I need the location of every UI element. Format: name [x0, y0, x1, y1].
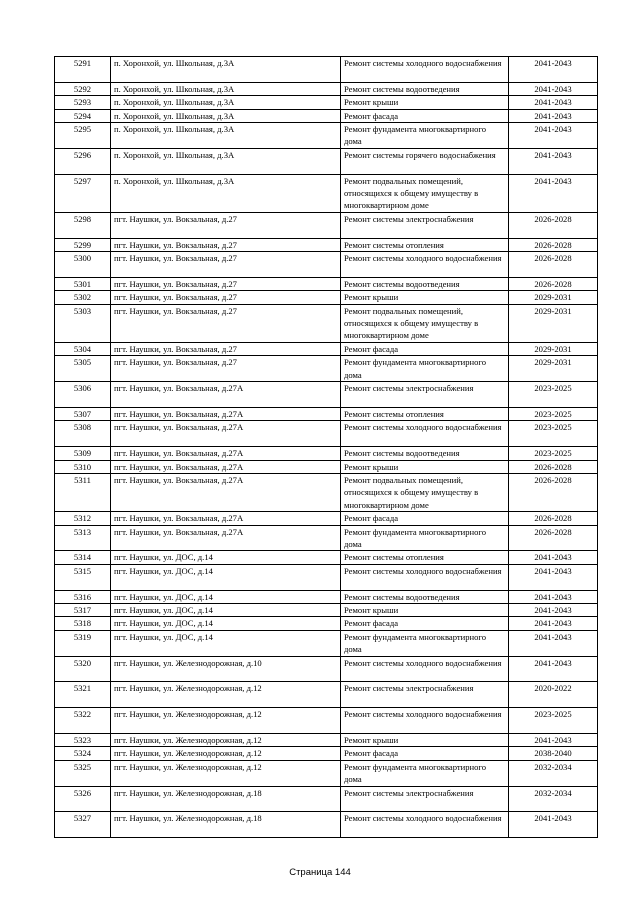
table-row — [55, 82, 598, 95]
row-address: п. Хоронхой, ул. Школьная, д.3А — [111, 123, 341, 149]
row-work-type: Ремонт системы холодного водоснабжения — [341, 564, 509, 590]
row-years: 2041-2043 — [509, 109, 598, 122]
table-row — [55, 760, 598, 786]
row-number: 5307 — [55, 407, 111, 420]
table-row — [55, 238, 598, 251]
table-row — [55, 291, 598, 304]
row-work-type: Ремонт системы холодного водоснабжения — [341, 708, 509, 734]
row-address: п. Хоронхой, ул. Школьная, д.3А — [111, 109, 341, 122]
row-number: 5298 — [55, 212, 111, 238]
row-work-type: Ремонт крыши — [341, 291, 509, 304]
row-number: 5324 — [55, 747, 111, 760]
row-work-type: Ремонт системы горячего водоснабжения — [341, 148, 509, 174]
row-address: пгт. Наушки, ул. Вокзальная, д.27 — [111, 277, 341, 290]
table-row — [55, 421, 598, 447]
row-years: 2023-2025 — [509, 708, 598, 734]
row-number: 5297 — [55, 174, 111, 212]
row-years: 2023-2025 — [509, 447, 598, 460]
row-address: пгт. Наушки, ул. ДОС, д.14 — [111, 617, 341, 630]
table-row — [55, 356, 598, 382]
row-years: 2038-2040 — [509, 747, 598, 760]
row-number: 5291 — [55, 57, 111, 83]
row-years: 2041-2043 — [509, 148, 598, 174]
table-row — [55, 733, 598, 746]
row-work-type: Ремонт крыши — [341, 96, 509, 109]
row-address: пгт. Наушки, ул. Вокзальная, д.27А — [111, 460, 341, 473]
row-number: 5315 — [55, 564, 111, 590]
row-address: пгт. Наушки, ул. Вокзальная, д.27А — [111, 512, 341, 525]
table-row — [55, 525, 598, 551]
table-row — [55, 682, 598, 708]
row-work-type: Ремонт фасада — [341, 512, 509, 525]
page-number: Страница 144 — [289, 867, 351, 878]
row-work-type: Ремонт системы холодного водоснабжения — [341, 57, 509, 83]
row-address: п. Хоронхой, ул. Школьная, д.3А — [111, 82, 341, 95]
table-row — [55, 460, 598, 473]
row-number: 5327 — [55, 812, 111, 838]
row-number: 5299 — [55, 238, 111, 251]
row-years: 2041-2043 — [509, 617, 598, 630]
row-work-type: Ремонт крыши — [341, 733, 509, 746]
row-work-type: Ремонт системы холодного водоснабжения — [341, 656, 509, 682]
row-years: 2041-2043 — [509, 82, 598, 95]
table-row — [55, 590, 598, 603]
row-years: 2041-2043 — [509, 564, 598, 590]
row-work-type: Ремонт системы холодного водоснабжения — [341, 421, 509, 447]
row-years: 2026-2028 — [509, 512, 598, 525]
repair-schedule-table — [54, 56, 598, 838]
row-number: 5302 — [55, 291, 111, 304]
row-number: 5292 — [55, 82, 111, 95]
row-work-type: Ремонт подвальных помещений, относящихся к общему имуществу в многоквартирном доме — [341, 174, 509, 212]
table-row — [55, 551, 598, 564]
row-years: 2041-2043 — [509, 812, 598, 838]
row-address: пгт. Наушки, ул. Вокзальная, д.27 — [111, 304, 341, 342]
row-address: пгт. Наушки, ул. ДОС, д.14 — [111, 603, 341, 616]
row-work-type: Ремонт системы холодного водоснабжения — [341, 812, 509, 838]
row-number: 5313 — [55, 525, 111, 551]
row-work-type: Ремонт фасада — [341, 617, 509, 630]
table-row — [55, 212, 598, 238]
row-address: пгт. Наушки, ул. Вокзальная, д.27А — [111, 525, 341, 551]
row-work-type: Ремонт системы электроснабжения — [341, 382, 509, 408]
row-address: пгт. Наушки, ул. ДОС, д.14 — [111, 551, 341, 564]
row-address: пгт. Наушки, ул. Вокзальная, д.27А — [111, 407, 341, 420]
row-number: 5295 — [55, 123, 111, 149]
row-work-type: Ремонт крыши — [341, 603, 509, 616]
row-number: 5320 — [55, 656, 111, 682]
row-number: 5301 — [55, 277, 111, 290]
table-row — [55, 252, 598, 278]
row-years: 2026-2028 — [509, 460, 598, 473]
row-number: 5310 — [55, 460, 111, 473]
row-number: 5321 — [55, 682, 111, 708]
row-work-type: Ремонт системы электроснабжения — [341, 682, 509, 708]
row-years: 2041-2043 — [509, 57, 598, 83]
table-row — [55, 617, 598, 630]
row-number: 5293 — [55, 96, 111, 109]
row-work-type: Ремонт фундамента многоквартирного дома — [341, 123, 509, 149]
row-work-type: Ремонт системы водоотведения — [341, 277, 509, 290]
row-work-type: Ремонт фасада — [341, 747, 509, 760]
row-number: 5309 — [55, 447, 111, 460]
table-row — [55, 747, 598, 760]
row-years: 2041-2043 — [509, 96, 598, 109]
row-years: 2032-2034 — [509, 760, 598, 786]
row-address: пгт. Наушки, ул. Вокзальная, д.27 — [111, 238, 341, 251]
row-address: пгт. Наушки, ул. Вокзальная, д.27 — [111, 252, 341, 278]
row-work-type: Ремонт фасада — [341, 109, 509, 122]
table-row — [55, 148, 598, 174]
row-years: 2023-2025 — [509, 407, 598, 420]
table-row — [55, 407, 598, 420]
row-number: 5303 — [55, 304, 111, 342]
row-years: 2032-2034 — [509, 786, 598, 812]
row-address: пгт. Наушки, ул. ДОС, д.14 — [111, 590, 341, 603]
row-work-type: Ремонт системы отопления — [341, 407, 509, 420]
row-years: 2029-2031 — [509, 356, 598, 382]
row-address: пгт. Наушки, ул. ДОС, д.14 — [111, 630, 341, 656]
row-address: пгт. Наушки, ул. Вокзальная, д.27А — [111, 382, 341, 408]
row-work-type: Ремонт подвальных помещений, относящихся к общему имуществу в многоквартирном доме — [341, 473, 509, 511]
table-row — [55, 512, 598, 525]
table-row — [55, 708, 598, 734]
row-address: пгт. Наушки, ул. Железнодорожная, д.18 — [111, 786, 341, 812]
row-work-type: Ремонт системы водоотведения — [341, 82, 509, 95]
row-work-type: Ремонт подвальных помещений, относящихся к общему имуществу в многоквартирном доме — [341, 304, 509, 342]
row-work-type: Ремонт системы электроснабжения — [341, 212, 509, 238]
table-row — [55, 603, 598, 616]
row-years: 2041-2043 — [509, 551, 598, 564]
row-number: 5314 — [55, 551, 111, 564]
row-years: 2023-2025 — [509, 421, 598, 447]
table-row — [55, 630, 598, 656]
table-row — [55, 382, 598, 408]
row-address: пгт. Наушки, ул. Вокзальная, д.27А — [111, 421, 341, 447]
row-years: 2041-2043 — [509, 174, 598, 212]
row-years: 2029-2031 — [509, 304, 598, 342]
row-number: 5318 — [55, 617, 111, 630]
row-years: 2041-2043 — [509, 630, 598, 656]
row-number: 5308 — [55, 421, 111, 447]
row-work-type: Ремонт фасада — [341, 342, 509, 355]
table-row — [55, 342, 598, 355]
row-work-type: Ремонт фундамента многоквартирного дома — [341, 525, 509, 551]
row-years: 2020-2022 — [509, 682, 598, 708]
row-number: 5322 — [55, 708, 111, 734]
row-number: 5305 — [55, 356, 111, 382]
row-number: 5323 — [55, 733, 111, 746]
row-address: пгт. Наушки, ул. Железнодорожная, д.10 — [111, 656, 341, 682]
row-number: 5312 — [55, 512, 111, 525]
row-years: 2026-2028 — [509, 212, 598, 238]
row-years: 2041-2043 — [509, 603, 598, 616]
table-row — [55, 473, 598, 511]
row-years: 2029-2031 — [509, 342, 598, 355]
table-row — [55, 123, 598, 149]
row-address: пгт. Наушки, ул. Железнодорожная, д.12 — [111, 747, 341, 760]
row-work-type: Ремонт крыши — [341, 460, 509, 473]
row-years: 2026-2028 — [509, 473, 598, 511]
row-work-type: Ремонт фундамента многоквартирного дома — [341, 630, 509, 656]
row-address: пгт. Наушки, ул. Вокзальная, д.27 — [111, 212, 341, 238]
table-row — [55, 564, 598, 590]
row-years: 2041-2043 — [509, 590, 598, 603]
table-row — [55, 447, 598, 460]
table-body — [55, 57, 598, 838]
table-row — [55, 656, 598, 682]
row-address: пгт. Наушки, ул. ДОС, д.14 — [111, 564, 341, 590]
row-address: пгт. Наушки, ул. Железнодорожная, д.12 — [111, 708, 341, 734]
row-years: 2029-2031 — [509, 291, 598, 304]
row-work-type: Ремонт системы отопления — [341, 551, 509, 564]
row-address: п. Хоронхой, ул. Школьная, д.3А — [111, 96, 341, 109]
row-number: 5294 — [55, 109, 111, 122]
row-years: 2041-2043 — [509, 733, 598, 746]
row-address: п. Хоронхой, ул. Школьная, д.3А — [111, 57, 341, 83]
table-row — [55, 174, 598, 212]
row-number: 5316 — [55, 590, 111, 603]
table-row — [55, 96, 598, 109]
row-work-type: Ремонт системы холодного водоснабжения — [341, 252, 509, 278]
table-row — [55, 812, 598, 838]
row-number: 5306 — [55, 382, 111, 408]
row-number: 5326 — [55, 786, 111, 812]
row-number: 5319 — [55, 630, 111, 656]
row-work-type: Ремонт системы водоотведения — [341, 590, 509, 603]
row-work-type: Ремонт системы отопления — [341, 238, 509, 251]
row-number: 5304 — [55, 342, 111, 355]
row-number: 5311 — [55, 473, 111, 511]
table-row — [55, 109, 598, 122]
row-number: 5317 — [55, 603, 111, 616]
row-work-type: Ремонт фундамента многоквартирного дома — [341, 760, 509, 786]
row-years: 2026-2028 — [509, 277, 598, 290]
row-years: 2041-2043 — [509, 123, 598, 149]
table-row — [55, 304, 598, 342]
row-address: пгт. Наушки, ул. Железнодорожная, д.18 — [111, 812, 341, 838]
row-address: пгт. Наушки, ул. Вокзальная, д.27А — [111, 473, 341, 511]
row-work-type: Ремонт системы водоотведения — [341, 447, 509, 460]
row-number: 5300 — [55, 252, 111, 278]
row-address: пгт. Наушки, ул. Вокзальная, д.27 — [111, 342, 341, 355]
row-years: 2023-2025 — [509, 382, 598, 408]
row-address: пгт. Наушки, ул. Железнодорожная, д.12 — [111, 682, 341, 708]
row-years: 2026-2028 — [509, 238, 598, 251]
row-years: 2041-2043 — [509, 656, 598, 682]
table-row — [55, 786, 598, 812]
row-address: пгт. Наушки, ул. Вокзальная, д.27 — [111, 356, 341, 382]
row-years: 2026-2028 — [509, 525, 598, 551]
row-work-type: Ремонт системы электроснабжения — [341, 786, 509, 812]
row-address: пгт. Наушки, ул. Вокзальная, д.27А — [111, 447, 341, 460]
table-row — [55, 277, 598, 290]
row-work-type: Ремонт фундамента многоквартирного дома — [341, 356, 509, 382]
table-row — [55, 57, 598, 83]
row-address: п. Хоронхой, ул. Школьная, д.3А — [111, 148, 341, 174]
row-number: 5325 — [55, 760, 111, 786]
row-address: п. Хоронхой, ул. Школьная, д.3А — [111, 174, 341, 212]
row-number: 5296 — [55, 148, 111, 174]
row-address: пгт. Наушки, ул. Вокзальная, д.27 — [111, 291, 341, 304]
row-years: 2026-2028 — [509, 252, 598, 278]
row-address: пгт. Наушки, ул. Железнодорожная, д.12 — [111, 733, 341, 746]
row-address: пгт. Наушки, ул. Железнодорожная, д.12 — [111, 760, 341, 786]
